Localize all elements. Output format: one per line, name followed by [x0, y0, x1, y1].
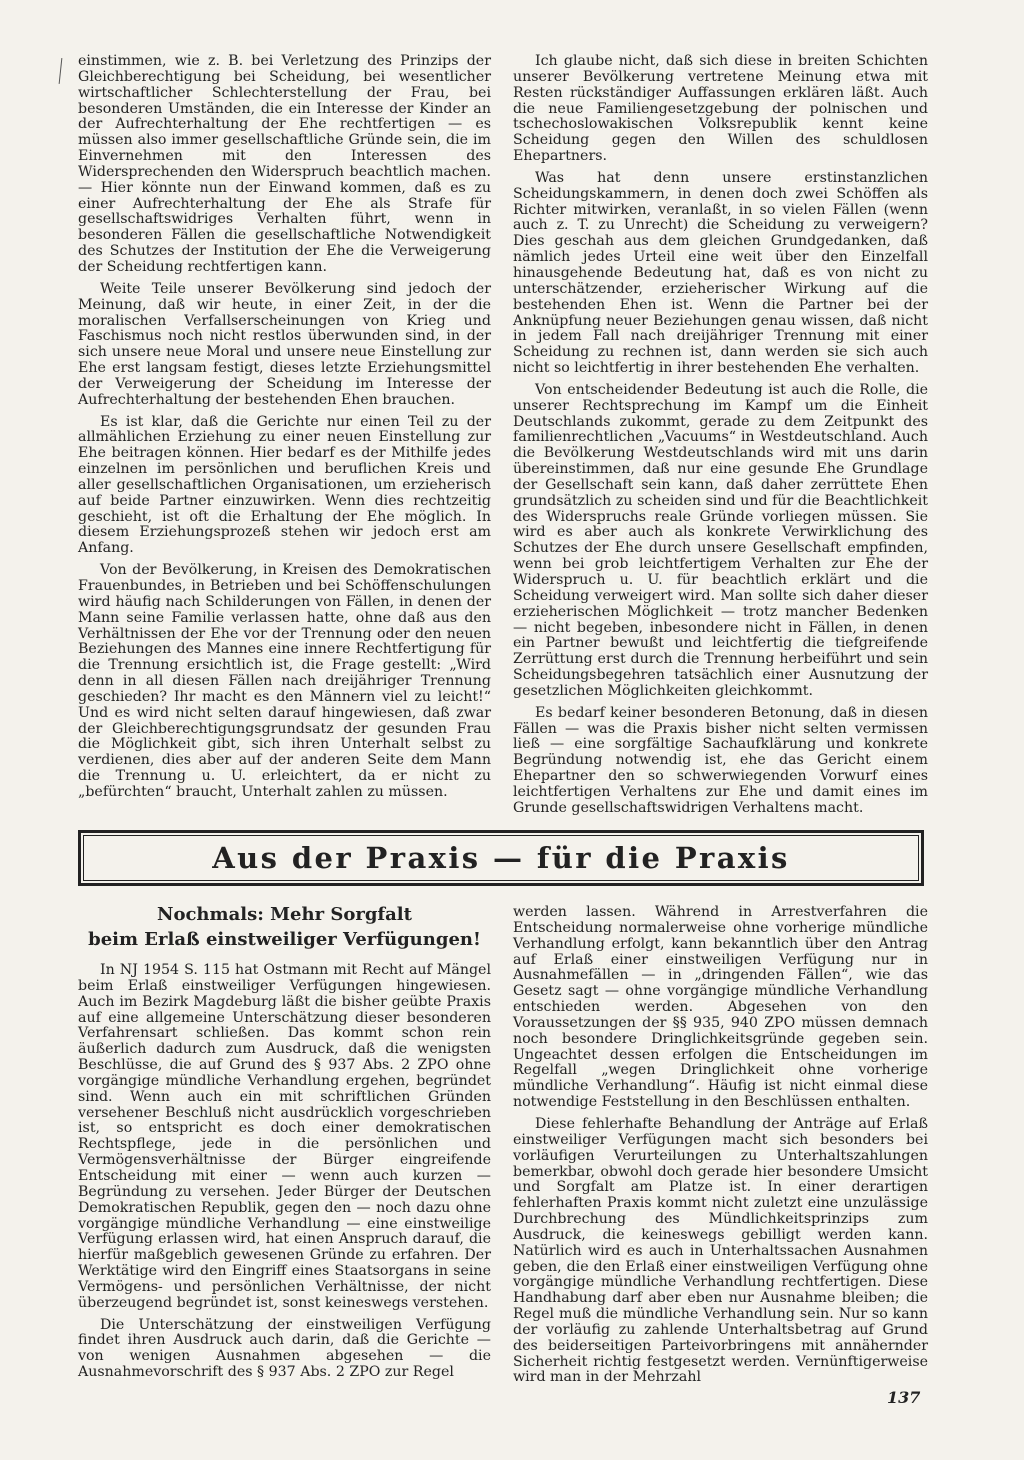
article-title-line-1: Nochmals: Mehr Sorgfalt: [157, 904, 412, 925]
paragraph: Von der Bevölkerung, in Kreisen des Demokratischen Frauenbundes, in Betrieben und bei Schöffenschulungen wird häufig nach Schilderungen von Fällen, in denen der Mann seine Familie verlassen hatte, ohne daß aus den Verhältnissen der Ehe vor der Trennung oder den neuen Beziehungen des Mannes eine innere Rechtfertigung für die Trennung ersichtlich ist, die Frage gestellt: „Wird denn in all diesen Fällen nach dreijähriger Trennung geschieden? Ihr macht es den Männern viel zu leicht!“ Und es wird nicht selten darauf hingewiesen, daß zwar der Gleichberechtigungsgrundsatz der gesunden Frau die Möglichkeit gibt, sich ihren Unterhalt selbst zu verdienen, dies aber auf der anderen Seite dem Mann die Trennung u. U. erleichtert, da er nicht zu „befürchten“ braucht, Unterhalt zahlen zu müssen.: [78, 562, 491, 800]
margin-mark: [59, 58, 64, 84]
paragraph: einstimmen, wie z. B. bei Verletzung des Prinzips der Gleichberechtigung bei Scheidung, bei wesentlicher wirtschaftlicher Schlechterstellung der Frau, bei besonderen Umständen, die ein Interesse der Kinder an der Aufrechterhaltung der Ehe rechtfertigen — es müssen also immer gesellschaftliche Gründe sein, die im Einvernehmen mit den Interessen des Widersprechenden den Widerspruch beachtlich machen. — Hier könnte nun der Einwand kommen, daß es zu einer Aufrechterhaltung der Ehe als Strafe für gesellschaftswidriges Verhalten führt, wenn in besonderen Fällen die gesellschaftliche Notwendigkeit des Schutzes der Institution der Ehe die Verweigerung der Scheidung rechtfertigen kann.: [78, 53, 491, 275]
paragraph: werden lassen. Während in Arrestverfahren die Entscheidung normalerweise ohne vorherige mündliche Verhandlung erfolgt, kann bekanntlich über den Antrag auf Erlaß einer einstweiligen Verfügung nur in Ausnahmefällen — in „dringenden Fällen“, wie das Gesetz sagt — ohne vorgängige mündliche Verhandlung entschieden werden. Abgesehen von den Voraussetzungen der §§ 935, 940 ZPO müssen demnach noch besondere Dringlichkeitsgründe gegeben sein. Ungeachtet dessen erfolgen die Entscheidungen im Regelfall „wegen Dringlichkeit ohne vorherige mündliche Verhandlung“. Häufig ist nicht einmal diese notwendige Feststellung in den Beschlüssen enthalten.: [513, 904, 928, 1111]
paragraph: Es bedarf keiner besonderen Betonung, daß in diesen Fällen — was die Praxis bisher nicht selten vermissen ließ — eine sorgfältige Sachaufklärung und konkrete Begründung notwendig ist, ehe das Gericht einem Ehepartner den so schwerwiegenden Vorwurf eines leichtfertigen Verhaltens zur Ehe und damit eines im Grunde gesellschaftswidrigen Verhaltens macht.: [513, 704, 928, 816]
section-banner: [78, 830, 924, 886]
column-top-left: [78, 54, 491, 807]
column-bottom-right: [513, 905, 928, 1392]
paragraph: Diese fehlerhafte Behandlung der Anträge auf Erlaß einstweiliger Verfügungen macht sich besonders bei vorläufigen Verurteilungen zu Unterhaltszahlungen bemerkbar, obwohl doch gerade hier besondere Umsicht und Sorgfalt am Platze ist. In einer derartigen fehlerhaften Praxis kommt nicht zuletzt eine unzulässige Durchbrechung des Mündlichkeitsprinzips zum Ausdruck, die keineswegs gebilligt werden kann. Natürlich wird es auch in Unterhaltssachen Ausnahmen geben, die den Erlaß einer einstweiligen Verfügung ohne vorgängige mündliche Verhandlung rechtfertigen. Diese Handhabung darf aber eben nur Ausnahme bleiben; die Regel muß die mündliche Verhandlung sein. Nur so kann der vorläufig zu zahlende Unterhaltsbetrag auf Grund des beiderseitigen Parteivorbringens mit annähernder Sicherheit richtig festgesetzt werden. Vernünftigerweise wird man in der Mehrzahl: [513, 1115, 928, 1386]
page-number: 137: [887, 1388, 921, 1407]
article-heading: [78, 902, 491, 952]
section-banner-title: Aus der Praxis — für die Praxis: [212, 841, 790, 875]
paragraph: In NJ 1954 S. 115 hat Ostmann mit Recht auf Mängel beim Erlaß einstweiliger Verfügungen hingewiesen. Auch im Bezirk Magdeburg läßt die bisher geübte Praxis auf eine allgemeine Unterschätzung dieser besonderen Verfahrensart schließen. Das kommt schon rein äußerlich dadurch zum Ausdruck, daß die wenigsten Beschlüsse, die auf Grund des § 937 Abs. 2 ZPO ohne vorgängige mündliche Verhandlung ergehen, begründet sind. Wenn auch ein mit schriftlichen Gründen versehener Beschluß nicht ausdrücklich vorgeschrieben ist, so entspricht es doch einer demokratischen Rechtspflege, jede in die persönlichen und Vermögensverhältnisse der Bürger eingreifende Entscheidung mit einer — wenn auch kurzen — Begründung zu versehen. Jeder Bürger der Deutschen Demokratischen Republik, gegen den — noch dazu ohne vorgängige mündliche Verhandlung — eine einstweilige Verfügung erlassen wird, hat einen Anspruch darauf, die hierfür maßgeblich gewesenen Gründe zu erfahren. Der Werktätige wird den Eingriff eines Staatsorgans in seine Vermögens- und persönlichen Verhältnisse, der nicht überzeugend begründet ist, sonst keineswegs verstehen.: [78, 962, 491, 1311]
paragraph: Was hat denn unsere erstinstanzlichen Scheidungskammern, in denen doch zwei Schöffen als Richter mitwirken, veranlaßt, in so vielen Fällen (wenn auch z. T. zu Unrecht) die Scheidung zu verweigern? Dies geschah aus dem gleichen Grundgedanken, daß nämlich jedes Urteil eine weit über den Einzelfall hinausgehende Bedeutung hat, daß es von nicht zu unterschätzender, erzieherischer Wirkung auf die bestehenden Ehen ist. Wenn die Partner bei der Anknüpfung neuer Beziehungen genau wissen, daß nicht in jedem Fall nach dreijähriger Trennung mit einer Scheidung zu rechnen ist, dann werden sie sich auch nicht so leichtfertig in ihrer bestehenden Ehe verhalten.: [513, 169, 928, 377]
column-top-right: [513, 54, 928, 823]
paragraph: Weite Teile unserer Bevölkerung sind jedoch der Meinung, daß wir heute, in einer Zeit, in der die moralischen Verfallserscheinungen von Krieg und Faschismus noch nicht restlos überwunden sind, in der sich unsere neue Moral und unsere neue Einstellung zur Ehe erst langsam festigt, dieses letzte Erziehungsmittel der Verweigerung der Scheidung im Interesse der Aufrechterhaltung der bestehenden Ehen brauchen.: [78, 280, 491, 408]
paragraph: Es ist klar, daß die Gerichte nur einen Teil zu der allmählichen Erziehung zu einer neuen Einstellung zur Ehe beitragen können. Hier bedarf es der Mithilfe jedes einzelnen im persönlichen und beruflichen Kreis und aller gesellschaftlichen Organisationen, um erzieherisch auf beide Partner einzuwirken. Wenn dies rechtzeitig geschieht, ist oft die Erhaltung der Ehe möglich. In diesem Erziehungsprozeß stehen wir jedoch erst am Anfang.: [78, 413, 491, 557]
paragraph: Von entscheidender Bedeutung ist auch die Rolle, die unserer Rechtsprechung im Kampf um die Einheit Deutschlands zukommt, gerade zu dem Zeitpunkt des familienrechtlichen „Vacuums“ in Westdeutschland. Auch die Bevölkerung Westdeutschlands wird mit uns darin übereinstimmen, daß nur eine gesunde Ehe Grundlage der Gesellschaft sein kann, daß daher zerrüttete Ehen grundsätzlich zu scheiden sind und für die Beachtlichkeit des Widerspruchs reale Gründe vorliegen müssen. Sie wird es aber auch als konkrete Verwirklichung des Schutzes der Ehe durch unsere Gesellschaft empfinden, wenn bei grob leichtfertigem Verhalten zur Ehe der Widerspruch u. U. für beachtlich erklärt und die Scheidung verweigert wird. Man sollte sich daher dieser erzieherischen Möglichkeit — trotz mancher Bedenken — nicht begeben, inbesondere nicht in Fällen, in denen ein Partner bewußt und leichtfertig die tiefgreifende Zerrüttung erst durch die Trennung herbeiführt und sein Scheidungsbegehren tatsächlich einer Ausnutzung der gesetzlichen Möglichkeiten gleichkommt.: [513, 381, 928, 699]
article-title-line-2: beim Erlaß einstweiliger Verfügungen!: [88, 929, 481, 950]
paragraph: Die Unterschätzung der einstweiligen Verfügung findet ihren Ausdruck auch darin, daß die Gerichte — von wenigen Ausnahmen abgesehen — die Ausnahmevorschrift des § 937 Abs. 2 ZPO zur Regel: [78, 1316, 491, 1381]
column-bottom-left: [78, 963, 491, 1387]
paragraph: Ich glaube nicht, daß sich diese in breiten Schichten unserer Bevölkerung vertretene Meinung etwa mit Resten rückständiger Auffassungen erklären läßt. Auch die neue Familiengesetzgebung der polnischen und tschechoslowakischen Volksrepublik kennt keine Scheidung gegen den Willen des schuldlosen Ehepartners.: [513, 53, 928, 165]
